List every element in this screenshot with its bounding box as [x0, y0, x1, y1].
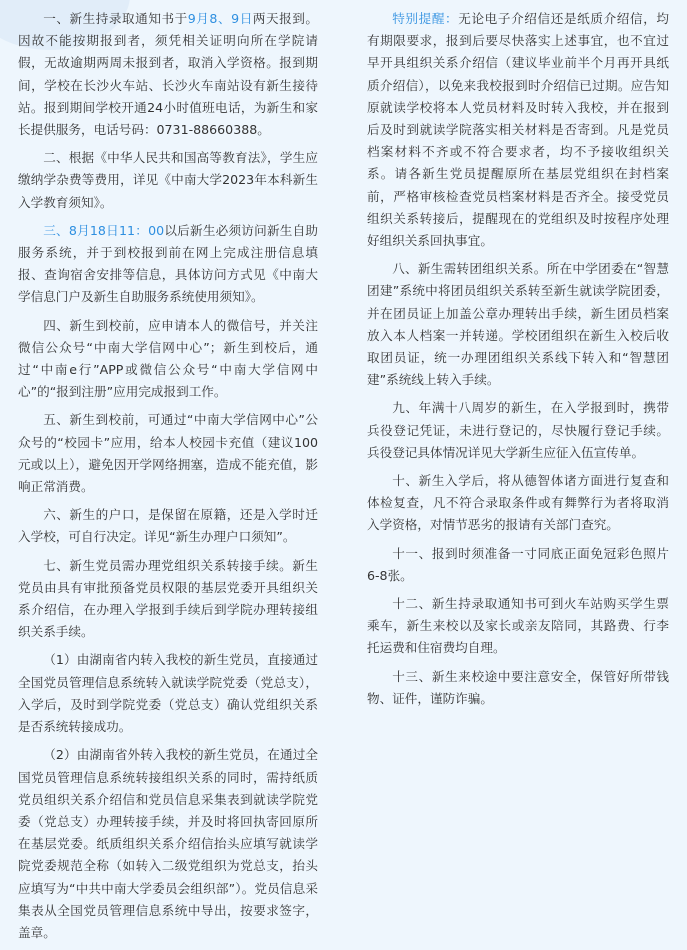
paragraph-6: 六、新生的户口，是保留在原籍，还是入学时迁入学校，可自行决定。详见“新生办理户口须知”。 [18, 507, 318, 545]
paragraph-9: （2）由湖南省外转入我校的新生党员，在通过全国党员管理信息系统转接组织关系的同时，需持纸质党员组织关系介绍信和党员信息采集表到就读学院党委（党总支）办理转接手续，并及时将回执寄回原所在基层党委。纸质组织关系介绍信抬头应填写就读学院党委规范全称（如转入二级党组织为党总支，抬头应填写为“中共中南大学委员会组织部”）。党员信息采集表从全国党员管理信息系统中导出，按要求签字，盖章。 [18, 747, 318, 940]
paragraph-10-recheck: 十、新生入学后，将从德智体诸方面进行复查和体检复查，凡不符合录取条件或有舞弊行为者将取消入学资格，对情节恶劣的报请有关部门查究。 [367, 473, 669, 533]
paragraph-4: 四、新生到校前，应申请本人的微信号，并关注微信公众号“中南大学信网中心”；新生到校后，通过“中南e行”APP或微信公众号“中南大学信网中心”的“报到注册”应用完成报到工作。 [18, 317, 318, 400]
paragraph-5: 五、新生到校前，可通过“中南大学信网中心”公众号的“校园卡”应用，给本人校园卡充值（建议100元或以上），避免因开学网络拥塞，造成不能充值，影响正常消费。 [18, 412, 318, 495]
paragraph-3: 三、8月18日11：00以后新生必须访问新生自助服务系统，并于到校报到前在网上完成注册信息填报、查询宿舍安排等信息，具体访问方式见《中南大学信息门户及新生自助服务系统使用须知》。 [18, 222, 319, 305]
left-column [18, 0, 318, 950]
paragraph-9-military: 九、年满十八周岁的新生，在入学报到时，携带兵役登记凭证，未进行登记的，尽快履行登记手续。兵役登记具体情况详见大学新生应征入伍宣传单。 [367, 400, 669, 460]
right-column [367, 0, 669, 716]
paragraph-8: （1）由湖南省内转入我校的新生党员，直接通过全国党员管理信息系统转入就读学院党委（党总支），入学后，及时到学院党委（党总支）确认党组织关系是否系统转接成功。 [18, 652, 318, 735]
special-reminder-paragraph: 特别提醒：无论电子介绍信还是纸质介绍信，均有期限要求，报到后要尽快落实上述事宜，也不宜过早开具组织关系介绍信（建议毕业前半个月再开具纸质介绍信），以免来我校报到时介绍信已过期。应告知原就读学校将本人党员材料及时转入我校，并在报到后及时到就读学院落实相关材料是否寄到。凡是党员档案材料不齐或不符合要求者，均不予接收组织关系。请各新生党员提醒原所在基层党组织在封档案前，严格审核检查党员档案材料是否齐全。接受党员组织关系转接后，提醒现在的党组织及时按程序处理好组织关系回执事宜。 [367, 11, 670, 249]
access-time-highlight: 三、8月18日11：00 [43, 222, 165, 238]
special-reminder-label: 特别提醒： [392, 11, 459, 26]
paragraph-12-travel: 十二、新生持录取通知书可到火车站购买学生票乘车，新生来校以及家长或亲友陪同，其路费、行李托运费和住宿费均自理。 [367, 596, 669, 656]
paragraph-7: 七、新生党员需办理党组织关系转接手续。新生党员由具有审批预备党员权限的基层党委开具组织关系介绍信，在办理入学报到手续后到学院办理转接组织关系手续。 [18, 557, 318, 640]
paragraph-8-league: 八、新生需转团组织关系。所在中学团委在“智慧团建”系统中将团员组织关系转至新生就读学院团委，并在团员证上加盖公章办理转出手续，新生团员档案放入本人档案一并转递。学校团组织在新生入校后收取团员证，统一办理团组织关系线下转入和“智慧团建”系统线上转入手续。 [367, 261, 669, 388]
report-date-highlight: 9月8、9日 [187, 11, 253, 26]
paragraph-11-photo: 十一、报到时须准备一寸同底正面免冠彩色照片6-8张。 [367, 545, 669, 583]
paragraph-13-safety: 十三、新生来校途中要注意安全，保管好所带钱物、证件，谨防诈骗。 [367, 668, 669, 706]
paragraph-1: 一、新生持录取通知书于9月8、9日两天报到。因故不能按期报到者，须凭相关证明向所在学院请假，无故逾期两周未报到者，取消入学资格。报到期间，学校在长沙火车站、长沙火车南站设有新生接待站。报到期间学校开通24小时值班电话，为新生和家长提供服务，电话号码：0731-88660388。 [18, 11, 318, 138]
paragraph-2: 二、根据《中华人民共和国高等教育法》，学生应缴纳学杂费等费用，详见《中南大学2023年本科新生入学教育须知》。 [18, 150, 318, 210]
